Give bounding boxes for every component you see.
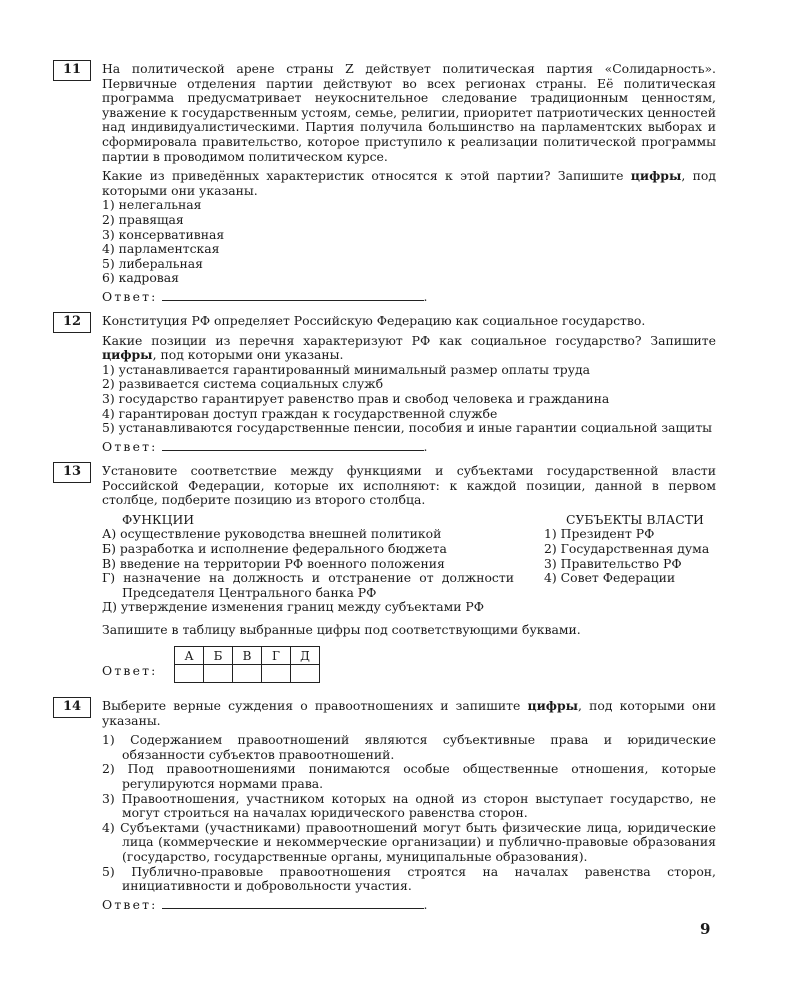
answer-blank[interactable] <box>162 440 424 451</box>
task-11-body <box>102 62 716 305</box>
function-item: А) осуществление руководства внешней политикой <box>102 526 442 542</box>
answer-cell-v[interactable] <box>233 665 262 683</box>
option: 1) устанавливается гарантированный минимальный размер оплаты труда <box>102 361 591 377</box>
option: 6) кадровая <box>102 270 179 286</box>
matching-columns <box>102 513 716 617</box>
answer-field-14[interactable]: Ответ: . <box>102 896 428 912</box>
answer-label: Ответ: <box>102 896 158 912</box>
judgement-item: 4) Субъектами (участниками) правоотношений могут быть физические лица, юридические лица (коммерческие и некоммерческие организации) и публично-правовые образования (государство, государственные органы, муниципальные образования). <box>102 819 716 864</box>
subject-item: 4) Совет Федерации <box>544 570 676 586</box>
option: 2) правящая <box>102 211 184 227</box>
task-number-13: 13 <box>53 462 91 483</box>
answer-label: Ответ: <box>102 288 158 304</box>
task-number-12: 12 <box>53 312 91 333</box>
judgement-item: 2) Под правоотношениями понимаются особые общественные отношения, которые регулируются нормами права. <box>102 761 716 791</box>
table-header-d: Д <box>291 647 320 665</box>
page-number: 9 <box>700 920 711 938</box>
task-12-body <box>102 314 716 454</box>
answer-cell-d[interactable] <box>291 665 320 683</box>
function-item: Д) утверждение изменения границ между субъектами РФ <box>102 599 485 615</box>
answer-blank[interactable] <box>162 290 424 301</box>
table-header-a: А <box>175 647 204 665</box>
answer-field-12[interactable]: Ответ: . <box>102 438 428 454</box>
answer-cell-b[interactable] <box>204 665 233 683</box>
task-12-question: Какие позиции из перечня характеризуют РФ как социальное государство? Запишите цифры, под которыми они указаны. <box>102 332 716 363</box>
table-header-b: Б <box>204 647 233 665</box>
task-11-question: Какие из приведённых характеристик относятся к этой партии? Запишите цифры, под которыми они указаны. <box>102 168 716 198</box>
answer-blank[interactable] <box>162 898 424 909</box>
option: 5) либеральная <box>102 255 203 271</box>
option: 1) нелегальная <box>102 197 202 213</box>
option: 4) гарантирован доступ граждан к государственной службе <box>102 405 498 421</box>
option: 4) парламентская <box>102 241 220 257</box>
option: 5) устанавливаются государственные пенсии, пособия и иные гарантии социальной защиты <box>102 420 713 436</box>
subject-item: 2) Государственная дума <box>544 540 710 556</box>
task-11-text: На политической арене страны Z действует политическая партия «Солидарность». Первичные отделения партии действуют во всех регионах страны. Её политическая программа предусматривает неукоснительное следование традиционным ценностям, уважение к государственным устоям, семье, религии, приоритет патриотических ценностей над индивидуалистическими. Партия получила большинство на парламентских выборах и сформировала правительство, которое приступило к реализации политической программы партии в проводимом политическом курсе. <box>102 61 716 164</box>
answer-label: Ответ: <box>102 663 158 679</box>
task-14-body <box>102 699 716 912</box>
task-13-instruction: Запишите в таблицу выбранные цифры под соответствующими буквами. <box>102 621 581 637</box>
table-header-g: Г <box>262 647 291 665</box>
functions-header: ФУНКЦИИ <box>122 511 195 527</box>
answer-cell-a[interactable] <box>175 665 204 683</box>
option: 3) консервативная <box>102 226 225 242</box>
answer-label: Ответ: <box>102 438 158 454</box>
task-13-body <box>102 464 716 693</box>
judgement-item: 1) Содержанием правоотношений являются субъективные права и юридические обязанности субъектов правоотношений. <box>102 732 716 762</box>
function-item: Г) назначение на должность и отстранение от должности Председателя Центрального банка РФ <box>102 570 514 600</box>
subject-item: 3) Правительство РФ <box>544 555 682 571</box>
task-13-text: Установите соответствие между функциями и субъектами государственной власти Российской Федерации, которые их исполняют: к каждой позиции, данной в первом столбце, подберите позицию из второго столбца. <box>102 463 716 508</box>
task-number-14: 14 <box>53 697 91 718</box>
judgement-item: 3) Правоотношения, участником которых на одной из сторон выступает государство, не могут строиться на началах юридического равенства сторон. <box>102 790 716 821</box>
answer-cell-g[interactable] <box>262 665 291 683</box>
task-number-11: 11 <box>53 60 91 81</box>
task-14-question: Выберите верные суждения о правоотношениях и запишите цифры, под которыми они указаны. <box>102 698 716 728</box>
judgement-item: 5) Публично-правовые правоотношения строятся на началах равенства сторон, инициативности и добровольности участия. <box>102 863 716 894</box>
function-item: В) введение на территории РФ военного положения <box>102 555 445 571</box>
subjects-column <box>544 513 724 586</box>
option: 2) развивается система социальных служб <box>102 376 384 392</box>
task-12-text: Конституция РФ определяет Российскую Федерацию как социальное государство. <box>102 313 646 328</box>
answer-field-11[interactable]: Ответ: . <box>102 288 428 304</box>
function-item: Б) разработка и исполнение федерального бюджета <box>102 540 447 556</box>
subjects-header: СУБЪЕКТЫ ВЛАСТИ <box>566 511 704 527</box>
answer-table-block <box>102 643 716 693</box>
option: 3) государство гарантирует равенство прав и свобод человека и гражданина <box>102 390 610 406</box>
table-header-v: В <box>233 647 262 665</box>
functions-column <box>102 513 522 615</box>
answer-table <box>174 646 320 683</box>
subject-item: 1) Президент РФ <box>544 526 655 542</box>
